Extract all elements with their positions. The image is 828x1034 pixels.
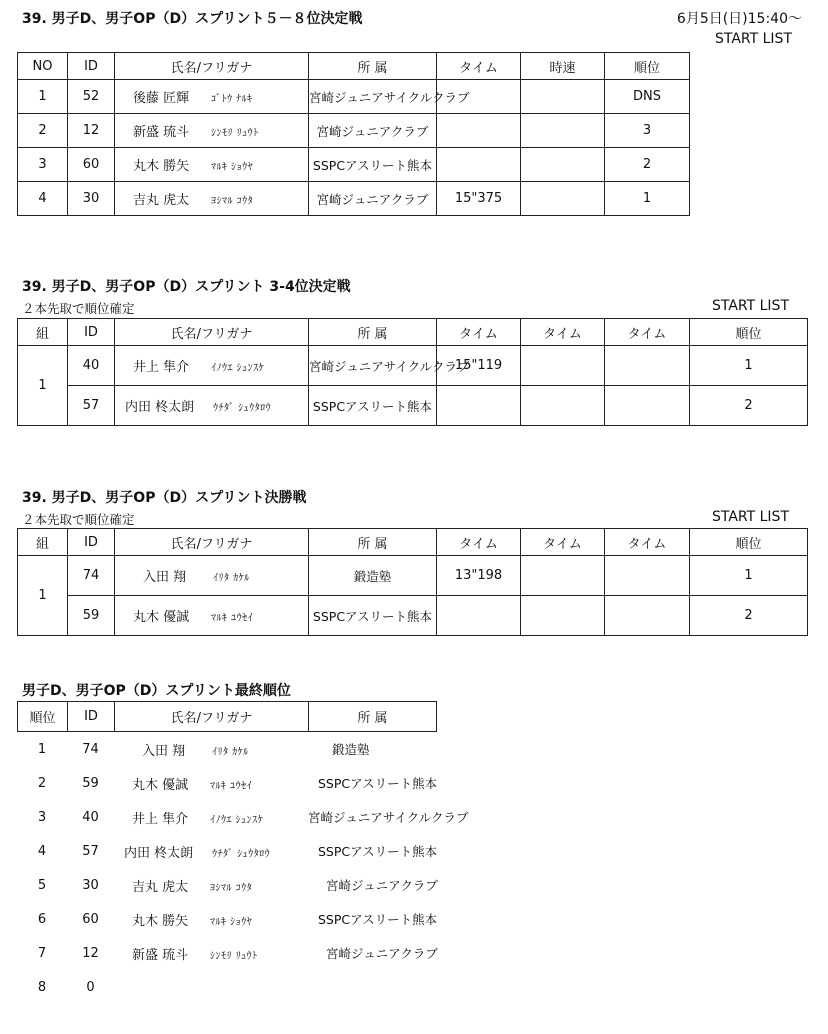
rank-cell: 8 — [37, 979, 47, 995]
team-cell: 宮崎ジュニアサイクルクラブ — [309, 346, 437, 386]
rider-name: 丸木 優誠 — [133, 610, 190, 625]
table-row — [18, 386, 808, 426]
rider-kana: ｲﾉｳｴ ｼｭﾝｽｹ — [211, 363, 265, 374]
time-cell — [521, 346, 605, 386]
time-cell — [437, 114, 521, 148]
table-row — [18, 182, 690, 216]
rider-name: 丸木 勝矢 — [133, 159, 190, 174]
name-cell — [114, 834, 308, 868]
col-header: NO — [18, 53, 68, 80]
rider-kana: ﾏﾙｷ ﾕｳｾｲ — [210, 780, 253, 792]
col-header: 氏名/フリガナ — [115, 529, 309, 556]
table-row — [18, 148, 690, 182]
col-header: ID — [68, 529, 115, 556]
name-cell — [114, 868, 308, 902]
group-cell: 1 — [18, 346, 68, 426]
event-date: 6月5日(日)15:40～ — [676, 11, 802, 27]
time-cell — [605, 596, 690, 636]
time-cell — [521, 596, 605, 636]
col-header: 氏名/フリガナ — [115, 702, 309, 732]
name-cell — [115, 80, 309, 114]
table-row — [18, 80, 690, 114]
name-cell — [115, 182, 309, 216]
col-header: 順位 — [18, 702, 68, 732]
rider-name: 丸木 勝矢 — [132, 913, 189, 929]
id-cell: 30 — [82, 877, 99, 893]
section3-title: 39. 男子D、男子OP（D）スプリント決勝戦 — [22, 490, 307, 506]
id-cell: 0 — [86, 979, 95, 995]
team-cell: SSPCアスリート熊本 — [318, 844, 438, 859]
final-ranking-header — [17, 701, 437, 732]
team-cell — [308, 970, 457, 1004]
table-row — [18, 556, 808, 596]
rider-kana: ﾏﾙｷ ｼｮｳﾔ — [210, 916, 253, 928]
list-item — [17, 800, 457, 834]
name-cell — [114, 970, 308, 1004]
rider-name: 井上 隼介 — [133, 360, 190, 375]
rider-kana: ﾖｼﾏﾙ ｺｳﾀ — [210, 882, 253, 894]
group-cell: 1 — [18, 556, 68, 636]
team-cell: SSPCアスリート熊本 — [309, 596, 437, 636]
section3-note: ２本先取で順位確定 — [22, 512, 135, 527]
rank-cell: 2 — [690, 386, 808, 426]
section2-note: ２本先取で順位確定 — [22, 301, 135, 316]
col-header: ID — [68, 53, 115, 80]
team-cell: SSPCアスリート熊本 — [318, 776, 438, 791]
name-cell — [114, 936, 308, 970]
table-row — [18, 596, 808, 636]
time-cell — [605, 386, 690, 426]
rider-kana: ｲﾘﾀ ｶｹﾙ — [213, 573, 250, 584]
rider-kana: ﾖｼﾏﾙ ｺｳﾀ — [211, 196, 254, 207]
rider-name: 丸木 優誠 — [132, 777, 189, 793]
rider-kana: ｼﾝﾓﾘ ﾘｭｳﾄ — [211, 128, 259, 139]
team-cell: 宮崎ジュニアクラブ — [309, 114, 437, 148]
rank-cell: 4 — [37, 843, 47, 859]
rank-cell: DNS — [605, 80, 690, 114]
team-cell: 宮崎ジュニアクラブ — [326, 946, 438, 961]
col-header: 順位 — [690, 319, 808, 346]
id-cell: 59 — [68, 596, 115, 636]
rider-kana: ｺﾞﾄｳ ﾅﾙｷ — [211, 94, 253, 105]
name-cell — [115, 596, 309, 636]
time-cell — [605, 556, 690, 596]
id-cell: 40 — [82, 809, 99, 825]
col-header: 所 属 — [309, 702, 437, 732]
section4-title: 男子D、男子OP（D）スプリント最終順位 — [22, 683, 291, 699]
rider-name: 入田 翔 — [142, 743, 186, 759]
section2-title: 39. 男子D、男子OP（D）スプリント 3-4位決定戦 — [22, 279, 351, 295]
rider-name: 内田 柊太朗 — [124, 845, 194, 861]
table-header-row — [18, 529, 808, 556]
rider-name: 入田 翔 — [143, 570, 187, 585]
speed-cell — [521, 80, 605, 114]
section1-title: 39. 男子D、男子OP（D）スプリント５－８位決定戦 — [22, 11, 363, 27]
team-cell: 宮崎ジュニアサイクルクラブ — [308, 810, 469, 825]
col-header: タイム — [605, 529, 690, 556]
list-item — [17, 970, 457, 1004]
col-header: 氏名/フリガナ — [115, 319, 309, 346]
name-cell — [115, 346, 309, 386]
final-ranking-list — [17, 732, 469, 1004]
table-row — [18, 346, 808, 386]
time-cell: 15"119 — [437, 346, 521, 386]
list-item — [17, 902, 457, 936]
section3-list-label: START LIST — [711, 509, 789, 525]
col-header: 所 属 — [309, 53, 437, 80]
rider-kana: ｳﾁﾀﾞ ｼｭｳﾀﾛｳ — [212, 848, 271, 860]
table-header-row — [18, 53, 690, 80]
time-cell — [437, 386, 521, 426]
rank-cell: 1 — [690, 556, 808, 596]
col-header: 時速 — [521, 53, 605, 80]
col-header: 組 — [18, 529, 68, 556]
col-header: 氏名/フリガナ — [115, 53, 309, 80]
section2-list-label: START LIST — [711, 298, 789, 314]
section3-table — [17, 528, 808, 636]
id-cell: 12 — [82, 945, 99, 961]
col-header: 組 — [18, 319, 68, 346]
list-item — [17, 936, 457, 970]
id-cell: 30 — [68, 182, 115, 216]
rider-name: 内田 柊太朗 — [125, 400, 195, 415]
table-row — [18, 114, 690, 148]
name-cell — [115, 114, 309, 148]
id-cell: 74 — [68, 556, 115, 596]
time-cell: 13"198 — [437, 556, 521, 596]
rider-kana: ｼﾝﾓﾘ ﾘｭｳﾄ — [210, 950, 258, 962]
time-cell — [437, 596, 521, 636]
team-cell: SSPCアスリート熊本 — [309, 386, 437, 426]
section1-table — [17, 52, 690, 216]
rank-cell: 3 — [605, 114, 690, 148]
rider-name: 吉丸 虎太 — [133, 193, 190, 208]
col-header: タイム — [437, 319, 521, 346]
id-cell: 59 — [82, 775, 99, 791]
speed-cell — [521, 182, 605, 216]
no-cell: 4 — [18, 182, 68, 216]
rank-cell: 7 — [37, 945, 47, 961]
col-header: 順位 — [605, 53, 690, 80]
list-item — [17, 868, 457, 902]
col-header: タイム — [437, 53, 521, 80]
col-header: タイム — [521, 529, 605, 556]
rank-cell: 1 — [37, 741, 47, 757]
no-cell: 3 — [18, 148, 68, 182]
rank-cell: 6 — [37, 911, 47, 927]
rider-kana: ｳﾁﾀﾞ ｼｭｳﾀﾛｳ — [213, 403, 272, 414]
col-header: タイム — [605, 319, 690, 346]
name-cell — [114, 766, 308, 800]
no-cell: 2 — [18, 114, 68, 148]
time-cell — [521, 386, 605, 426]
name-cell — [114, 902, 308, 936]
col-header: 順位 — [690, 529, 808, 556]
rider-name: 吉丸 虎太 — [132, 879, 189, 895]
id-cell: 52 — [68, 80, 115, 114]
section2-table — [17, 318, 808, 426]
table-header-row — [18, 702, 437, 732]
table-header-row — [18, 319, 808, 346]
id-cell: 12 — [68, 114, 115, 148]
list-item — [17, 834, 457, 868]
team-cell: SSPCアスリート熊本 — [318, 912, 438, 927]
speed-cell — [521, 148, 605, 182]
rider-kana: ｲﾉｳｴ ｼｭﾝｽｹ — [210, 814, 264, 826]
col-header: 所 属 — [309, 529, 437, 556]
rank-cell: 1 — [690, 346, 808, 386]
team-cell: 鍛造塾 — [309, 556, 437, 596]
col-header: 所 属 — [309, 319, 437, 346]
col-header: タイム — [437, 529, 521, 556]
list-item — [17, 766, 457, 800]
rank-cell: 1 — [605, 182, 690, 216]
rider-name: 新盛 琉斗 — [132, 947, 189, 963]
time-cell — [605, 346, 690, 386]
rider-kana: ｲﾘﾀ ｶｹﾙ — [212, 746, 249, 758]
id-cell: 74 — [82, 741, 99, 757]
team-cell: 宮崎ジュニアクラブ — [326, 878, 438, 893]
rider-kana: ﾏﾙｷ ｼｮｳﾔ — [211, 162, 254, 173]
id-cell: 60 — [68, 148, 115, 182]
team-cell: 宮崎ジュニアクラブ — [309, 182, 437, 216]
time-cell — [437, 148, 521, 182]
name-cell — [115, 148, 309, 182]
rank-cell: 3 — [37, 809, 47, 825]
name-cell — [115, 386, 309, 426]
rider-name: 井上 隼介 — [132, 811, 189, 827]
rank-cell: 2 — [605, 148, 690, 182]
id-cell: 57 — [82, 843, 99, 859]
time-cell — [521, 556, 605, 596]
rank-cell: 2 — [37, 775, 47, 791]
name-cell — [115, 556, 309, 596]
rank-cell: 2 — [690, 596, 808, 636]
time-cell: 15"375 — [437, 182, 521, 216]
col-header: ID — [68, 319, 115, 346]
id-cell: 40 — [68, 346, 115, 386]
section1-list-label: START LIST — [714, 31, 792, 47]
rank-cell: 5 — [37, 877, 47, 893]
col-header: ID — [68, 702, 115, 732]
id-cell: 60 — [82, 911, 99, 927]
name-cell — [114, 732, 308, 766]
col-header: タイム — [521, 319, 605, 346]
speed-cell — [521, 114, 605, 148]
no-cell: 1 — [18, 80, 68, 114]
team-cell: 宮崎ジュニアサイクルクラブ — [309, 80, 437, 114]
team-cell: 鍛造塾 — [332, 742, 370, 757]
rider-name: 後藤 匠輝 — [133, 91, 190, 106]
team-cell: SSPCアスリート熊本 — [309, 148, 437, 182]
rider-name: 新盛 琉斗 — [133, 125, 190, 140]
id-cell: 57 — [68, 386, 115, 426]
rider-kana: ﾏﾙｷ ﾕｳｾｲ — [211, 613, 254, 624]
name-cell — [114, 800, 308, 834]
list-item — [17, 732, 457, 766]
